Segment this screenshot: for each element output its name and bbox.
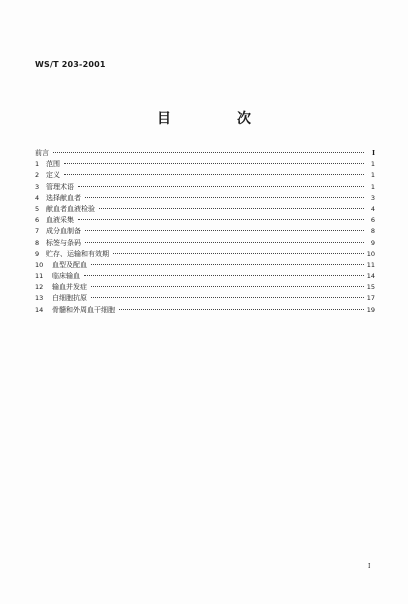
toc-entry-page: 10 bbox=[366, 249, 375, 258]
toc-leader-dots bbox=[64, 174, 364, 175]
toc-leader-dots bbox=[64, 163, 364, 164]
toc-entry-title: 选择献血者 bbox=[46, 193, 81, 202]
toc-title: 目 次 bbox=[157, 111, 277, 127]
toc-entry-number: 9 bbox=[35, 249, 40, 258]
toc-entry-title: 定义 bbox=[46, 171, 60, 180]
toc-entry-page: 15 bbox=[366, 283, 375, 292]
page-number: I bbox=[368, 563, 371, 570]
toc-entry-title: 骨髓和外周血干细胞 bbox=[52, 305, 115, 314]
toc-entry-number: 7 bbox=[35, 227, 40, 236]
toc-entry-page: 8 bbox=[370, 227, 375, 236]
toc-entry-page: 17 bbox=[366, 294, 375, 303]
toc-entry-title: 标签与条码 bbox=[46, 238, 81, 247]
toc-entry-page: 11 bbox=[366, 260, 375, 269]
toc-leader-dots bbox=[99, 208, 364, 209]
toc-entry-title: 白细胞抗原 bbox=[52, 294, 87, 303]
toc-leader-dots bbox=[78, 186, 364, 187]
toc-leader-dots bbox=[85, 242, 364, 243]
toc-entry-title: 范围 bbox=[46, 160, 60, 169]
toc-entry-title: 管理术语 bbox=[46, 182, 74, 191]
toc-entry-number: 2 bbox=[35, 171, 40, 180]
toc-entry-number: 13 bbox=[35, 294, 44, 303]
toc-entry-page: 3 bbox=[370, 193, 375, 202]
toc-entry-page: 19 bbox=[366, 305, 375, 314]
toc-entry-title: 献血者血液检验 bbox=[46, 204, 95, 213]
toc-entry-number: 12 bbox=[35, 283, 44, 292]
toc-entry-page: 4 bbox=[370, 204, 375, 213]
toc-entry[interactable] bbox=[35, 260, 375, 271]
toc-leader-dots bbox=[84, 275, 364, 276]
toc-entry[interactable] bbox=[35, 238, 375, 249]
toc-entry[interactable] bbox=[35, 182, 375, 193]
toc-entry-number: 3 bbox=[35, 182, 40, 191]
toc-entry[interactable] bbox=[35, 170, 375, 181]
toc-leader-dots bbox=[113, 253, 364, 254]
toc-entry[interactable] bbox=[35, 293, 375, 304]
toc-entry-number: 8 bbox=[35, 238, 40, 247]
toc-entry[interactable] bbox=[35, 249, 375, 260]
toc-entry-page: 14 bbox=[366, 272, 375, 281]
toc-entry-title: 成分血制备 bbox=[46, 227, 81, 236]
toc-leader-dots bbox=[85, 230, 364, 231]
toc-leader-dots bbox=[53, 152, 364, 153]
toc-entry[interactable] bbox=[35, 282, 375, 293]
toc-leader-dots bbox=[91, 286, 364, 287]
toc-entry-number: 6 bbox=[35, 216, 40, 225]
toc-entry[interactable] bbox=[35, 215, 375, 226]
toc-entry[interactable] bbox=[35, 226, 375, 237]
toc-entry-page: 6 bbox=[370, 216, 375, 225]
standard-code: WS/T 203-2001 bbox=[35, 60, 106, 69]
toc-entry-title: 前言 bbox=[35, 149, 49, 157]
toc-entry[interactable] bbox=[35, 204, 375, 215]
toc-leader-dots bbox=[91, 297, 364, 298]
toc-entry-page: 1 bbox=[370, 171, 375, 180]
toc-entry-page: 9 bbox=[370, 238, 375, 247]
toc-entry[interactable] bbox=[35, 193, 375, 204]
toc-entry[interactable] bbox=[35, 271, 375, 282]
toc-entry-number: 11 bbox=[35, 272, 44, 281]
toc-entry-number: 4 bbox=[35, 193, 40, 202]
toc-entry-preface[interactable] bbox=[35, 148, 375, 159]
toc-leader-dots bbox=[85, 197, 364, 198]
toc-entry-number: 10 bbox=[35, 260, 44, 269]
toc-entry-title: 输血并发症 bbox=[52, 283, 87, 292]
table-of-contents bbox=[35, 148, 375, 316]
toc-leader-dots bbox=[91, 264, 364, 265]
toc-entry-page: 1 bbox=[370, 182, 375, 191]
toc-entry-title: 临床输血 bbox=[52, 272, 80, 281]
toc-leader-dots bbox=[78, 219, 364, 220]
toc-entry-number: 5 bbox=[35, 204, 40, 213]
toc-entry-page: 1 bbox=[370, 160, 375, 169]
toc-entry-title: 血型及配血 bbox=[52, 260, 87, 269]
toc-entry-number: 1 bbox=[35, 160, 40, 169]
toc-entry-title: 血液采集 bbox=[46, 216, 74, 225]
toc-entry-page: Ⅰ bbox=[371, 149, 375, 157]
toc-leader-dots bbox=[119, 309, 364, 310]
toc-entry[interactable] bbox=[35, 159, 375, 170]
toc-entry[interactable] bbox=[35, 305, 375, 316]
toc-entry-number: 14 bbox=[35, 305, 44, 314]
toc-entry-title: 贮存、运输和有效期 bbox=[46, 249, 109, 258]
